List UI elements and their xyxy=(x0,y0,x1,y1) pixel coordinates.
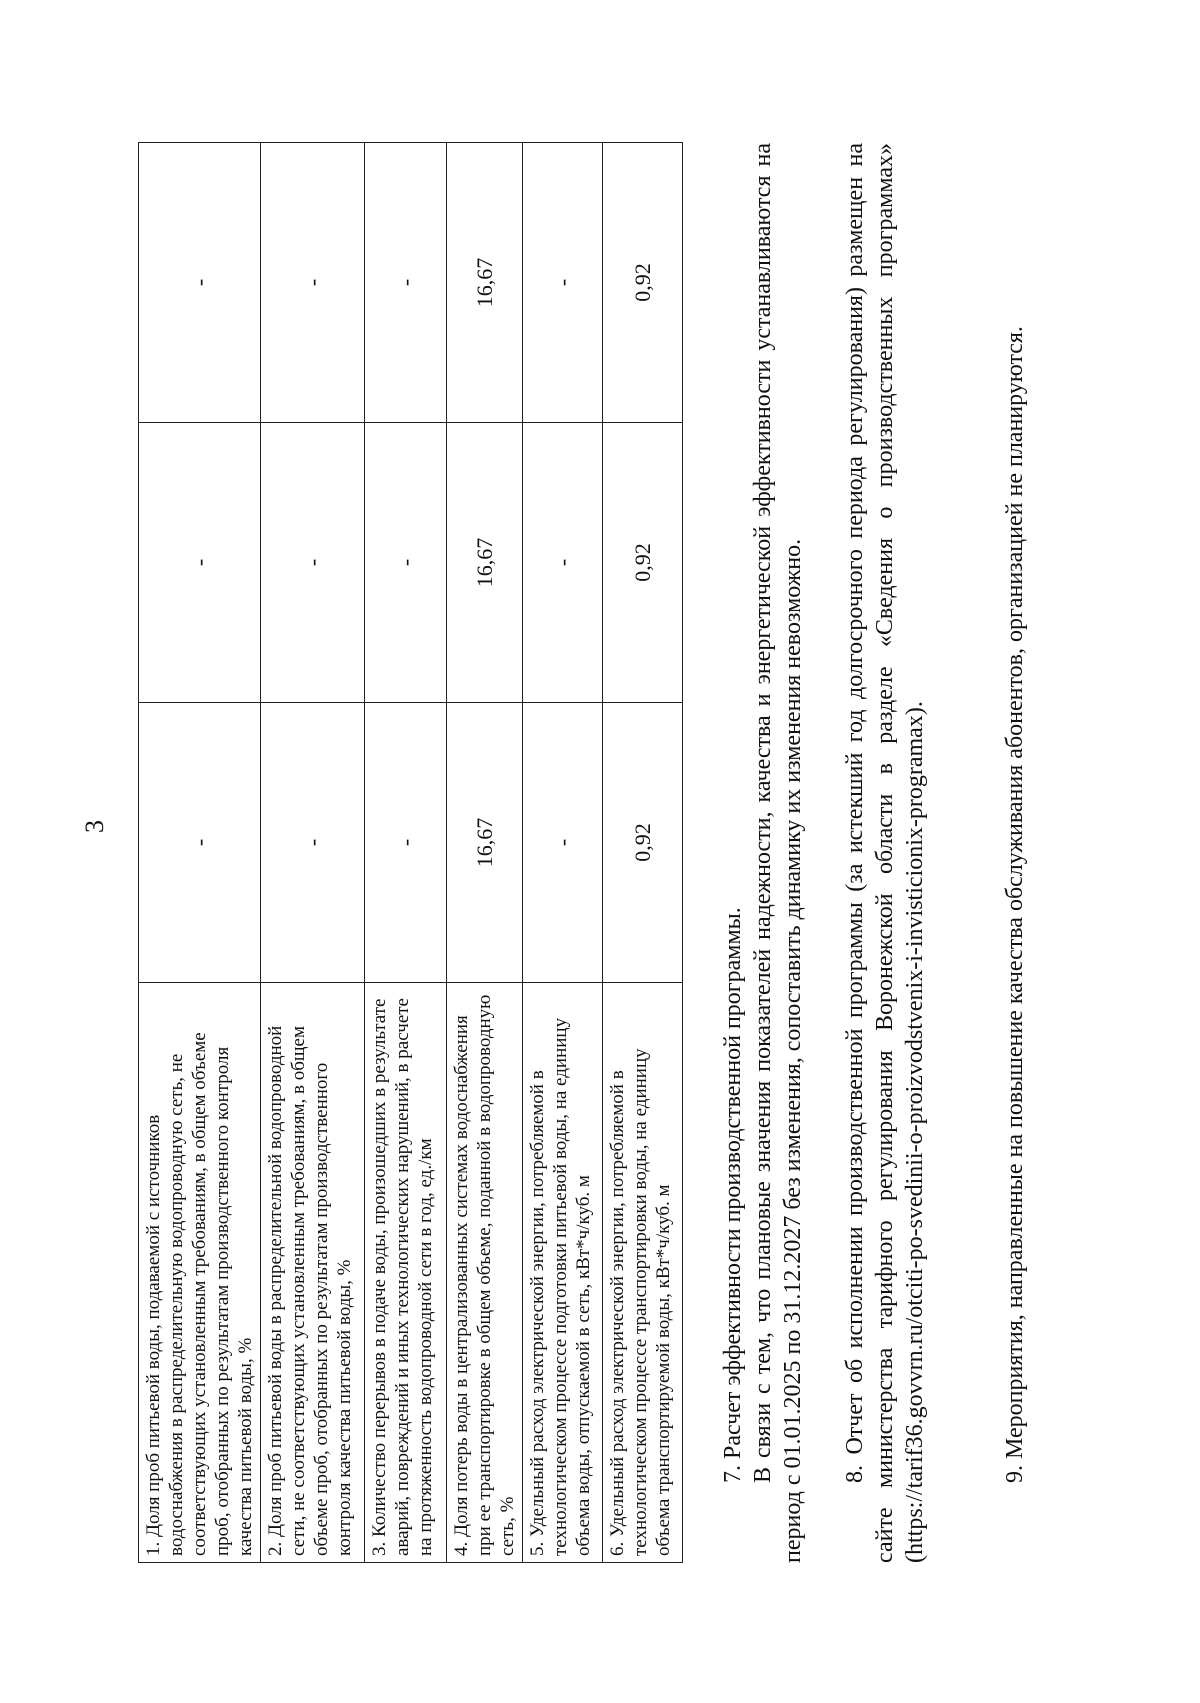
indicator-value-year-1: - xyxy=(523,703,603,983)
table-row xyxy=(523,143,603,1563)
section-efficiency-calculation xyxy=(718,143,808,1563)
indicator-value-year-2: - xyxy=(261,423,365,703)
table-row xyxy=(261,143,365,1563)
indicator-name: 2. Доля проб питьевой воды в распределительной водопроводной сети, не соответствующих установленным требованиям, в общем объеме проб, отобранных по результатам производственного контроля качества питьевой воды, % xyxy=(261,983,365,1563)
indicator-value-year-3: - xyxy=(139,143,261,423)
indicator-value-year-1: - xyxy=(139,703,261,983)
page-number: 3 xyxy=(80,820,109,833)
indicator-value-year-2: - xyxy=(139,423,261,703)
indicators-table xyxy=(138,142,683,1563)
indicator-value-year-3: - xyxy=(523,143,603,423)
indicator-value-year-1: - xyxy=(261,703,365,983)
section-7-title: 7. Расчет эффективности производственной программы. xyxy=(720,907,746,1483)
indicator-value-year-2: - xyxy=(365,423,447,703)
indicator-name: 4. Доля потерь воды в централизованных системах водоснабжения при ее транспортировке в общем объеме, поданной в водопроводную сеть, % xyxy=(447,983,523,1563)
indicator-value-year-3: 0,92 xyxy=(603,143,683,423)
indicator-value-year-2: 16,67 xyxy=(447,423,523,703)
indicator-value-year-3: 16,67 xyxy=(447,143,523,423)
section-7-text: В связи с тем, что плановые значения показателей надежности, качества и энергетической эффективности устанавливаются на период с 01.01.2025 по 31.12.2027 без изменения, сопоставить динамику их изменения невозможно. xyxy=(750,143,806,1563)
indicator-name: 3. Количество перерывов в подаче воды, произошедших в результате аварий, повреждений и иных технологических нарушений, в расчете на протяженность водопроводной сети в год, ед./км xyxy=(365,983,447,1563)
table-row xyxy=(447,143,523,1563)
indicator-value-year-3: - xyxy=(261,143,365,423)
indicator-value-year-1: 0,92 xyxy=(603,703,683,983)
indicator-value-year-1: - xyxy=(365,703,447,983)
table-row xyxy=(365,143,447,1563)
indicator-value-year-2: 0,92 xyxy=(603,423,683,703)
section-8-text: 8. Отчет об исполнении производственной программы (за истекший год долгосрочного периода регулирования) размещен на сайте министерства тарифного регулирования Воронежской области в разделе «Сведения о производственных программах» (https://tarif36.govvrn.ru/otciti-po-svedinii-o-proizvodstvenix-i-invisticionix-programax). xyxy=(842,143,928,1563)
indicator-value-year-3: - xyxy=(365,143,447,423)
table-row xyxy=(139,143,261,1563)
indicator-name: 6. Удельный расход электрической энергии, потребляемой в технологическом процессе транспортировки воды, на единицу объема транспортируемой воды, кВт*ч/куб. м xyxy=(603,983,683,1563)
section-9-text: 9. Мероприятия, направленные на повышение качества обслуживания абонентов, организацией не планируются. xyxy=(1002,326,1028,1483)
indicator-name: 1. Доля проб питьевой воды, подаваемой с источников водоснабжения в распределительную водопроводную сеть, не соответствующих установленным требованиям, в общем объеме проб, отобранных по результатам производственного контроля качества питьевой воды, % xyxy=(139,983,261,1563)
indicator-value-year-1: 16,67 xyxy=(447,703,523,983)
section-service-measures xyxy=(1000,143,1030,1563)
indicator-value-year-2: - xyxy=(523,423,603,703)
indicator-name: 5. Удельный расход электрической энергии, потребляемой в технологическом процессе подготовки питьевой воды, на единицу объема воды, отпускаемой в сеть, кВт*ч/куб. м xyxy=(523,983,603,1563)
table-row xyxy=(603,143,683,1563)
section-program-report xyxy=(840,143,930,1563)
